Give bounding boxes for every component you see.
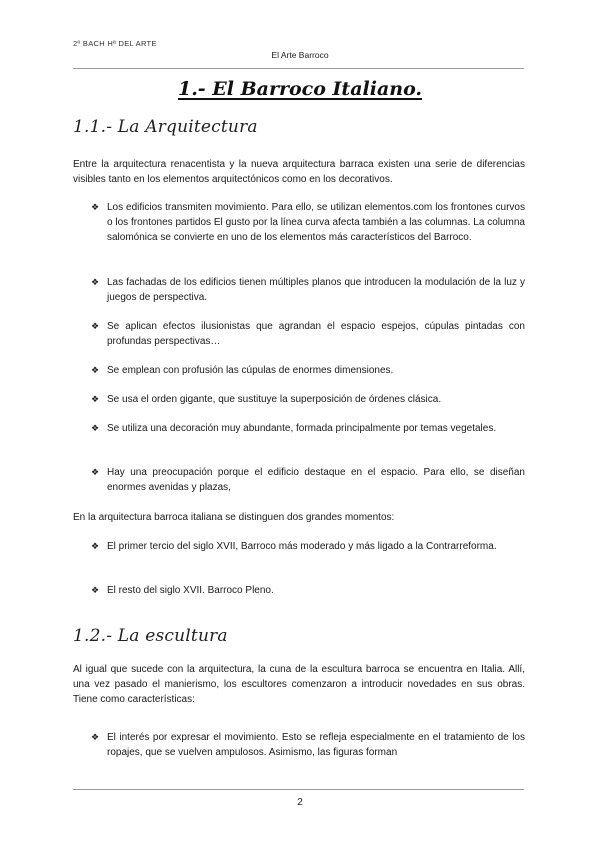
list-item-text: El resto del siglo XVII. Barroco Pleno. bbox=[107, 585, 274, 596]
diamond-bullet-icon: ❖ bbox=[91, 202, 100, 212]
list-item-text: Las fachadas de los edificios tienen múltiples planos que introducen la modulación de la luz y juegos de perspectiva. bbox=[107, 277, 525, 303]
section-heading-arquitectura: 1.1.- La Arquitectura bbox=[73, 117, 258, 137]
list-item-text: Se utiliza una decoración muy abundante, formada principalmente por temas vegetales. bbox=[107, 423, 497, 434]
list-item bbox=[91, 319, 525, 349]
diamond-bullet-icon: ❖ bbox=[91, 732, 100, 742]
list-item bbox=[91, 363, 525, 378]
list-item bbox=[91, 539, 525, 554]
diamond-bullet-icon: ❖ bbox=[91, 277, 100, 287]
paragraph-momentos-intro: En la arquitectura barroca italiana se distinguen dos grandes momentos: bbox=[73, 512, 395, 523]
list-item bbox=[91, 465, 525, 495]
list-item-text: Hay una preocupación porque el edificio destaque en el espacio. Para ello, se diseñan enormes avenidas y plazas, bbox=[107, 467, 525, 493]
paragraph-arquitectura-intro: Entre la arquitectura renacentista y la nueva arquitectura barraca existen una serie de diferencias visibles tanto en los elementos arquitectónicos como en los decorativos. bbox=[73, 159, 525, 185]
diamond-bullet-icon: ❖ bbox=[91, 321, 100, 331]
list-item bbox=[91, 583, 525, 598]
page-number: 2 bbox=[297, 797, 303, 808]
list-item bbox=[91, 421, 525, 436]
page-title: 1.- El Barroco Italiano. bbox=[177, 78, 423, 100]
list-item-text: Se aplican efectos ilusionistas que agrandan el espacio espejos, cúpulas pintadas con profundas perspectivas… bbox=[107, 321, 525, 347]
header-divider bbox=[73, 68, 524, 69]
footer-divider bbox=[73, 789, 524, 790]
diamond-bullet-icon: ❖ bbox=[91, 423, 100, 433]
list-item-text: Los edificios transmiten movimiento. Para ello, se utilizan elementos.com los frontones curvos o los frontones partidos El gusto por la línea curva afecta también a las columnas. La columna salomónica se convierte en uno de los elementos más característicos del Barroco. bbox=[107, 202, 525, 243]
list-item bbox=[91, 392, 525, 407]
list-item-text: Se usa el orden gigante, que sustituye la superposición de órdenes clásica. bbox=[107, 394, 442, 405]
header-document-title: El Arte Barroco bbox=[271, 50, 329, 60]
paragraph-escultura-intro: Al igual que sucede con la arquitectura, la cuna de la escultura barroca se encuentra en Italia. Allí, una vez pasado el manierismo, los escultores comenzaron a introducir novedades en sus obras. Tiene como características: bbox=[73, 664, 525, 705]
section-heading-escultura: 1.2.- La escultura bbox=[73, 626, 228, 646]
list-item bbox=[91, 275, 525, 305]
diamond-bullet-icon: ❖ bbox=[91, 394, 100, 404]
diamond-bullet-icon: ❖ bbox=[91, 585, 100, 595]
list-item bbox=[91, 200, 525, 245]
list-item-text: Se emplean con profusión las cúpulas de enormes dimensiones. bbox=[107, 365, 394, 376]
diamond-bullet-icon: ❖ bbox=[91, 467, 100, 477]
diamond-bullet-icon: ❖ bbox=[91, 541, 100, 551]
list-item-text: El primer tercio del siglo XVII, Barroco más moderado y más ligado a la Contrarreforma. bbox=[107, 541, 497, 552]
diamond-bullet-icon: ❖ bbox=[91, 365, 100, 375]
list-item bbox=[91, 730, 525, 760]
list-item-text: El interés por expresar el movimiento. Esto se refleja especialmente en el tratamiento de los ropajes, que se vuelven ampulosos. Asimismo, las figuras forman bbox=[107, 732, 525, 758]
header-course: 2º BACH Hª DEL ARTE bbox=[73, 39, 157, 48]
